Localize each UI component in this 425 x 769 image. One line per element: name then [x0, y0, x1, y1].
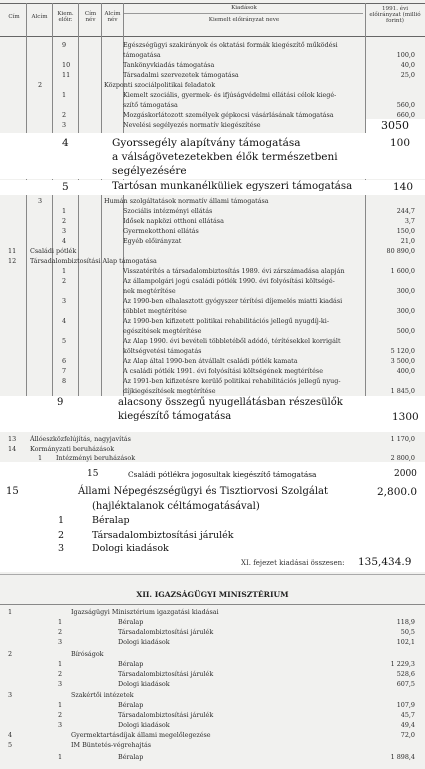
header-alcimnev: Alcím név	[104, 11, 121, 24]
xii-section-title: XII. IGAZSÁGÜGYI MINISZTÉRIUM	[136, 590, 289, 599]
table-row: 3 Gyermekotthoni ellátás 150,0	[62, 227, 415, 235]
insert-number-15: 15	[6, 486, 19, 497]
table-row: 10 Tankönyvkiadás támogatása 40,0	[62, 61, 415, 69]
table-row: 2 Társadalombiztosítási járulék 528,6	[58, 670, 415, 678]
table-row: 2 Társadalombiztosítási járulék 45,7	[58, 711, 415, 719]
table-row: 3 Az 1990-ben elhalasztott gyógyszer térítési díjemelés miatti kiadási	[62, 297, 343, 305]
table-row: 1 Igazságügyi Minisztérium igazgatási kiadásai	[8, 608, 219, 616]
value-2000: 2000	[394, 469, 417, 479]
table-row: 2 Bíróságok	[8, 650, 104, 658]
antsz-line-2: (hajléktalanok céltámogatásával)	[92, 501, 260, 512]
header-cim: Cím	[8, 14, 20, 20]
table-row: költségvetési támogatás 5 120,0	[123, 347, 415, 355]
insert-number-5: 5	[62, 181, 69, 193]
table-row: 13 Állóeszközfelújítás, nagyjavítás 1 170,0	[8, 435, 415, 443]
kiadasok-underline	[123, 13, 363, 14]
table-row: többlet megtérítése 300,0	[123, 307, 415, 315]
table-row: 1 Visszatérítés a társadalombiztosítás 1989. évi zárszámadása alapján 1 600,0	[62, 267, 415, 275]
insert-number-9: 9	[57, 397, 64, 408]
antsz-line-1: Állami Népegészségügyi és Tisztiorvosi Szolgálat	[78, 486, 329, 497]
header-kiadasok: Kiadások	[231, 5, 257, 11]
table-row: szítő támogatása 560,0	[123, 101, 415, 109]
table-row: 2 Központi szociálpolitikai feladatok	[38, 81, 216, 89]
insert-number-15a: 15	[87, 469, 99, 479]
table-row: 8 Az 1991-ben kifizetésre kerülő politikai rehabilitációs jellegű nyug-	[62, 377, 341, 385]
chapter-total-value: 135,434.9	[358, 556, 412, 568]
table-row: 3 Dologi kiadások 102,1	[58, 638, 415, 646]
table-row: 4 Az 1990-ben kifizetett politikai rehabilitációs jellegű nyugdíj-ki-	[62, 317, 329, 325]
table-row: 1 Béralap 1 229,3	[58, 660, 415, 668]
alacsony-line-1: alacsony összegű nyugellátásban részesülők	[118, 397, 343, 408]
table-row: 4 Gyermektartásdíjak állami megelőlegezése 72,0	[8, 731, 415, 739]
insert-beralap: Béralap	[92, 515, 130, 526]
table-row: egészítések megtérítése 500,0	[123, 327, 415, 335]
gyorssegely-line-2: a válságövetezetekben élők természetbeni	[112, 151, 338, 163]
value-2800: 2,800.0	[377, 486, 418, 498]
insert-number-4: 4	[62, 137, 69, 149]
table-row: 3 Szakértői intézetek	[8, 691, 134, 699]
value-100: 100	[390, 137, 411, 149]
xii-top-line	[0, 574, 425, 575]
table-row: 6 Az Alap által 1990-ben átvállalt családi pótlék kamata 3 500,0	[62, 357, 415, 365]
insert-sub-1: 1	[58, 515, 65, 526]
xii-header-line	[0, 604, 425, 605]
table-row: 14 Kormányzati beruházások	[8, 445, 115, 453]
header-kiem: Kiem. előir.	[57, 11, 74, 24]
csaladi-potlek-line: Családi pótlékra jogosultak kiegészítő támogatása	[128, 470, 317, 479]
table-row: 1 Kiemelt szociális, gyermek- és ifjúságvédelmi ellátási célok kiegé-	[62, 91, 337, 99]
tartosan-line: Tartósan munkanélküliek egyszeri támogatása	[112, 181, 353, 192]
chapter-total-label: XI. fejezet kiadásai összesen:	[241, 559, 345, 567]
value-3050: 3050	[381, 119, 409, 132]
table-row: 1 Béralap 1 898,4	[58, 753, 415, 761]
gyorssegely-line-1: Gyorssegély alapítvány támogatása	[112, 137, 301, 149]
insert-dologi: Dologi kiadások	[92, 543, 169, 554]
table-row: 3 Dologi kiadások 607,5	[58, 680, 415, 688]
table-row: 9 Egészségügyi szakirányok és oktatási formák kiegészítő működési	[62, 41, 338, 49]
table-row: 2 Mozgáskorlátozott személyek gépkocsi vásárlásának támogatása 660,0	[62, 111, 415, 119]
table-row: 5 IM Büntetés-végrehajtás	[8, 741, 152, 749]
header-cimnev: Cím név	[84, 11, 97, 24]
insert-tbj: Társadalombiztosítási járulék	[92, 530, 234, 541]
table-row: 7 A családi pótlék 1991. évi folyósítási költségének megtérítése 400,0	[62, 367, 415, 375]
table-row: 1 Béralap 118,9	[58, 618, 415, 626]
value-140: 140	[393, 181, 414, 193]
table-row: 2 Az állampolgári jogú családi pótlék 1990. évi folyósítási költségé-	[62, 277, 335, 285]
table-row: 3 Humán szolgáltatások normatív állami támogatása	[38, 197, 269, 205]
table-row: 1 Béralap 107,9	[58, 701, 415, 709]
table-row: 11 Családi pótlék 80 890,0	[8, 247, 415, 255]
table-row: 3 Nevelési segélyezés normatív kiegészítése	[62, 121, 261, 129]
alacsony-line-2: kiegészítő támogatása	[118, 411, 232, 422]
table-row: 4 Egyéb előirányzat 21,0	[62, 237, 415, 245]
table-row: 3 Dologi kiadások 49,4	[58, 721, 415, 729]
value-1300: 1300	[392, 411, 419, 423]
insert-sub-2: 2	[58, 530, 65, 541]
table-row: nek megtérítése 300,0	[123, 287, 415, 295]
table-row: 12 Társadalombiztosítási Alap támogatása	[8, 257, 157, 265]
gyorssegely-line-3: segélyezésére	[112, 165, 187, 177]
table-row: díjkiegészítések megtérítése 1 845,0	[123, 387, 415, 395]
table-row: 2 Társadalombiztosítási járulék 50,5	[58, 628, 415, 636]
table-row: 11 Társadalmi szervezetek támogatása 25,0	[62, 71, 415, 79]
table-row: 5 Az Alap 1990. évi bevételi többletéből adódó, térítésekkel korrigált	[62, 337, 341, 345]
table-row: támogatása 100,0	[123, 51, 415, 59]
header-evi: 1991. évi előirányzat (millió forint)	[369, 6, 421, 25]
header-top-line	[0, 3, 425, 4]
insert-sub-3: 3	[58, 543, 65, 554]
header-bottom-line	[0, 36, 425, 37]
header-alcim: Alcím	[31, 14, 48, 20]
header-kiemelt: Kiemelt előirányzat neve	[208, 17, 280, 23]
table-row: 1 Szociális intézményi ellátás 244,7	[62, 207, 415, 215]
table-row: 1 Intézményi beruházások 2 800,0	[38, 454, 415, 462]
table-row: 2 Idősek napközi otthoni ellátása 3,7	[62, 217, 415, 225]
